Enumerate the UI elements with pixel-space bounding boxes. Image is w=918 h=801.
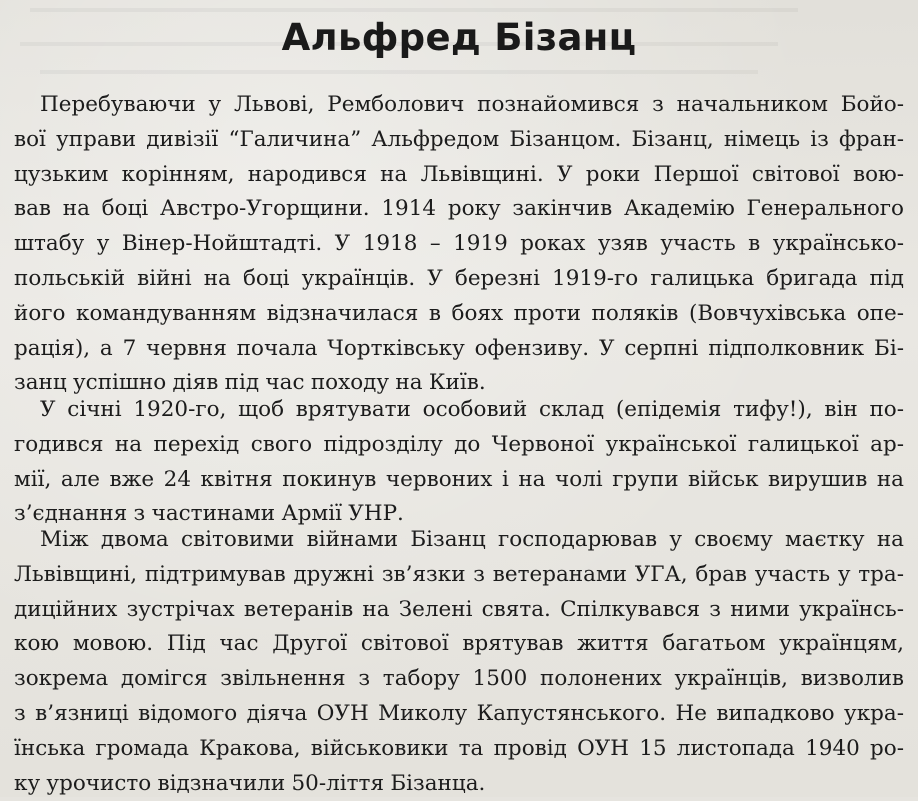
show-through-line (40, 70, 758, 74)
paragraph-3 (14, 523, 904, 801)
text-line: мії, але вже 24 квітня покинув червоних і на чолі групи військ вирушив на (14, 466, 904, 492)
text-line: годився на перехід свого підрозділу до Червоної української галицької ар- (14, 431, 904, 457)
paragraph-1 (14, 88, 904, 401)
text-line: цузьким корінням, народився на Львівщині. У роки Першої світової вою- (14, 161, 904, 187)
text-line: зокрема домігся звільнення з табору 1500 полонених українців, визволив (14, 666, 904, 692)
text-line: Львівщині, підтримував дружні зв’язки з ветеранами УГА, брав участь у тра- (14, 561, 904, 587)
text-line: вав на боці Австро-Угорщини. 1914 року закінчив Академію Генерального (14, 196, 904, 222)
text-line: їнська громада Кракова, військовики та провід ОУН 15 листопада 1940 ро- (14, 735, 904, 761)
text-line: Перебуваючи у Львові, Ремболович познайомився з начальником Бойо- (40, 92, 904, 117)
paragraph-2 (14, 393, 904, 532)
text-line: його командуванням відзначилася в боях проти поляків (Вовчухівська опе- (14, 300, 904, 326)
text-line: штабу у Вінер-Нойштадті. У 1918 – 1919 роках узяв участь в українсько- (14, 231, 904, 257)
text-line: диційних зустрічах ветеранів на Зелені свята. Спілкувався з ними українсь- (14, 596, 904, 622)
text-line: вої управи дивізії “Галичина” Альфредом Бізанцом. Бізанц, німець із фран- (14, 126, 904, 152)
text-line: ку урочисто відзначили 50-ліття Бізанца. (14, 770, 486, 796)
text-line: занц успішно діяв під час походу на Київ. (14, 370, 486, 396)
text-line: Між двома світовими війнами Бізанц господарював у своєму маєтку на (40, 527, 904, 552)
text-line: У січні 1920-го, щоб врятувати особовий склад (епідемія тифу!), він по- (40, 397, 904, 422)
text-line: з’єднання з частинами Армії УНР. (14, 501, 404, 527)
text-line: рація), а 7 червня почала Чортківську офензиву. У серпні підполковник Бі- (14, 335, 904, 361)
page-title: Альфред Бізанц (281, 16, 637, 59)
text-line: польській війні на боці українців. У березні 1919-го галицька бригада під (14, 265, 904, 291)
text-line: кою мовою. Під час Другої світової врятував життя багатьом українцям, (14, 631, 904, 657)
text-line: з в’язниці відомого діяча ОУН Миколу Капустянського. Не випадково укра- (14, 700, 904, 726)
